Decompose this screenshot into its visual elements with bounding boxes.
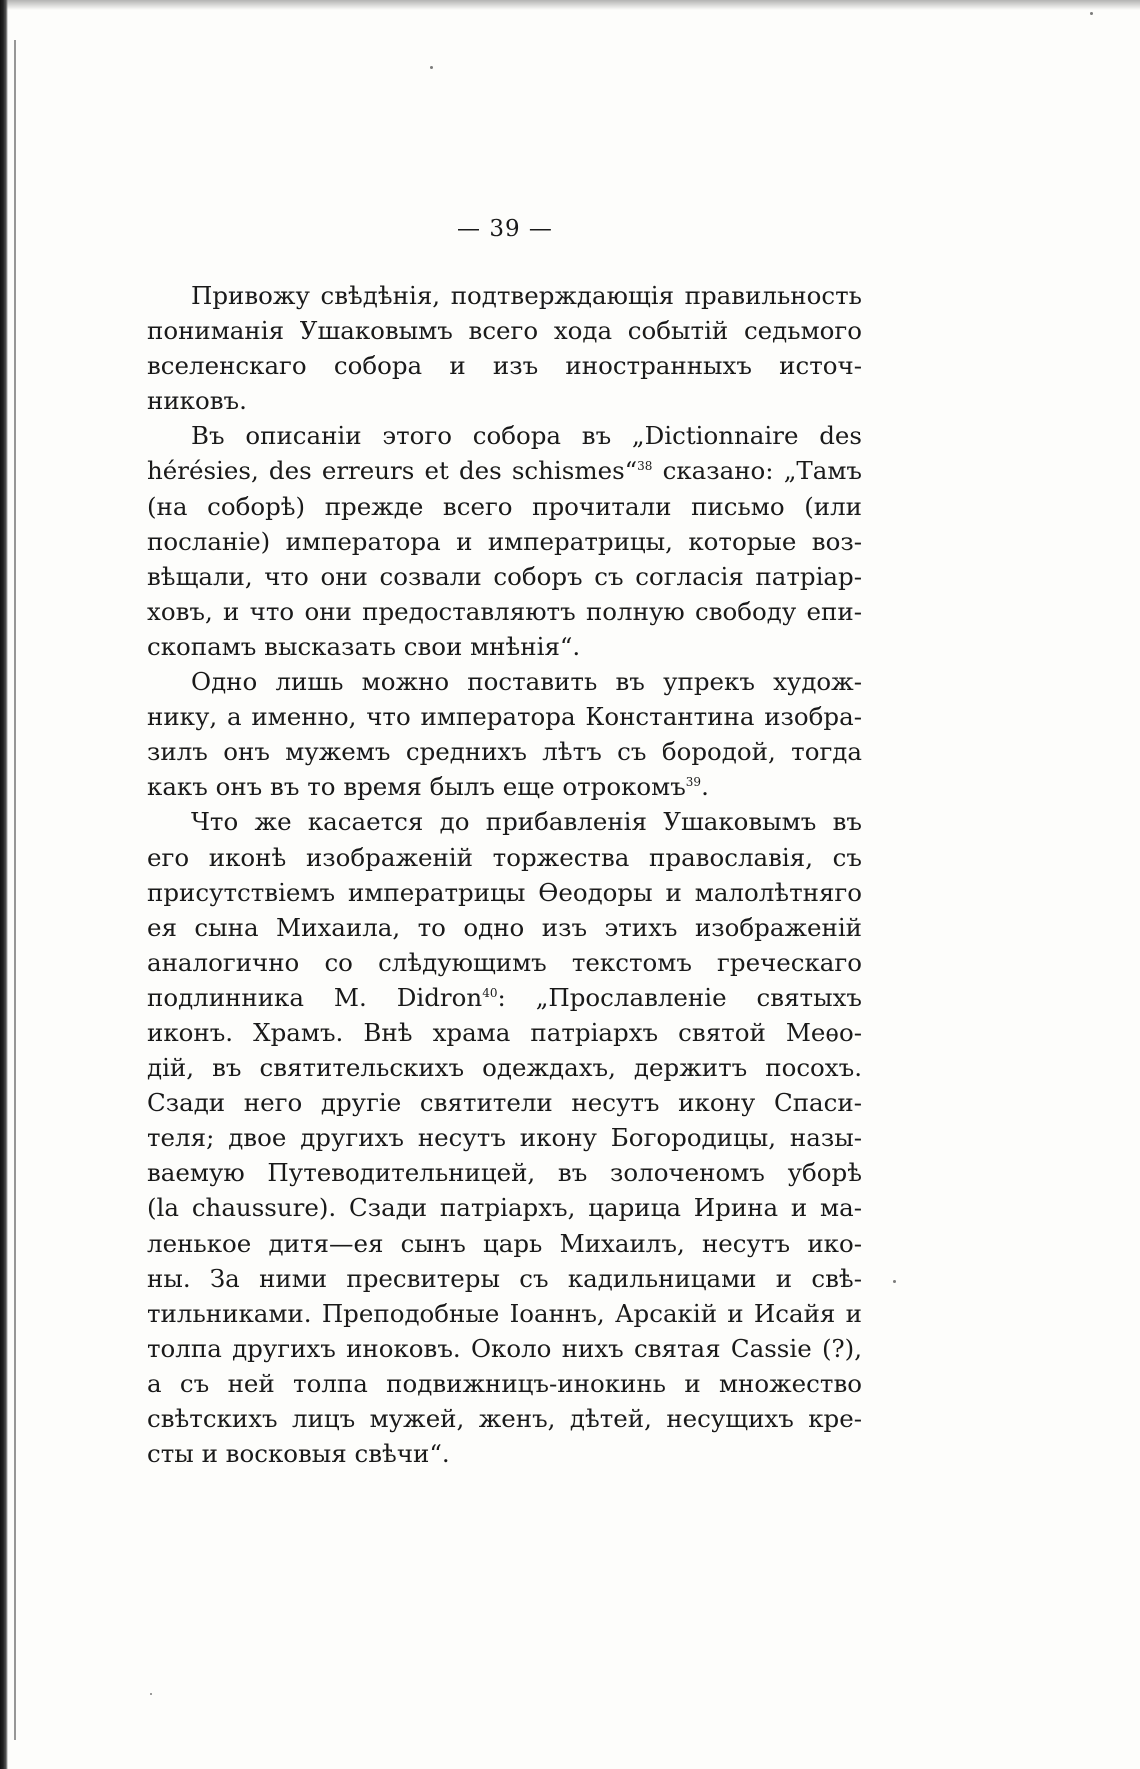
text-line-content: Въ описаніи этого собора въ „Dictionnaire des bbox=[191, 421, 862, 451]
text-line bbox=[147, 348, 862, 383]
text-line bbox=[147, 945, 862, 980]
scan-speck bbox=[150, 1693, 152, 1695]
text-line bbox=[147, 418, 862, 453]
text-line-content: присутствіемъ императрицы Ѳеодоры и малолѣтняго bbox=[147, 877, 862, 907]
text-line-content: свѣтскихъ лицъ мужей, женъ, дѣтей, несущихъ кре- bbox=[147, 1404, 862, 1433]
text-line bbox=[147, 1085, 862, 1120]
text-line bbox=[147, 1120, 862, 1155]
text-line bbox=[147, 559, 862, 594]
text-line-content: какъ онъ въ то время былъ еще отрокомъ bbox=[147, 772, 686, 802]
scan-speck bbox=[430, 66, 433, 69]
scan-speck bbox=[893, 1280, 896, 1283]
text-line-content: подлинника М. Didron bbox=[147, 982, 483, 1012]
text-line bbox=[147, 1366, 862, 1401]
text-line bbox=[147, 1296, 862, 1331]
text-line bbox=[147, 980, 862, 1015]
text-line bbox=[147, 1226, 862, 1261]
body-text bbox=[147, 278, 862, 1471]
text-line-content: (la chaussure). Сзади патріархъ, царица Ирина и ма- bbox=[147, 1193, 862, 1223]
text-line-content: аналогично со слѣдующимъ текстомъ греческаго bbox=[147, 947, 862, 977]
text-line bbox=[147, 1401, 862, 1436]
text-line-content: никовъ. bbox=[147, 386, 247, 416]
text-line-content: ленькое дитя—ея сынъ царь Михаилъ, несутъ ико- bbox=[147, 1228, 862, 1258]
text-line-content: (на соборѣ) прежде всего прочитали письмо (или bbox=[147, 491, 862, 521]
text-line-content: ея сына Михаила, то одно изъ этихъ изображеній bbox=[147, 912, 862, 942]
text-line bbox=[147, 1155, 862, 1190]
text-line bbox=[147, 1050, 862, 1085]
text-line-content: нику, а именно, что императора Константина изобра- bbox=[147, 702, 862, 732]
text-line bbox=[147, 804, 862, 839]
text-line-content: ваемую Путеводительницей, въ золоченомъ уборѣ bbox=[147, 1158, 862, 1188]
scan-binding-line bbox=[14, 40, 16, 1740]
text-line bbox=[147, 524, 862, 559]
text-line bbox=[147, 383, 862, 418]
text-line-content: толпа другихъ иноковъ. Около нихъ святая Cassie (?), bbox=[147, 1333, 862, 1363]
text-line bbox=[147, 1190, 862, 1225]
text-line bbox=[147, 278, 862, 313]
text-line-content: скопамъ высказать свои мнѣнія“. bbox=[147, 631, 581, 661]
text-line-content: вѣщали, что они созвали соборъ съ согласія патріар- bbox=[147, 561, 862, 591]
text-line-content: вселенскаго собора и изъ иностранныхъ источ- bbox=[147, 351, 862, 381]
text-line bbox=[147, 489, 862, 524]
text-line bbox=[147, 453, 862, 488]
text-line-content: сты и восковыя свѣчи“. bbox=[147, 1439, 450, 1469]
text-line-content: его иконѣ изображеній торжества православія, съ bbox=[147, 842, 862, 872]
text-line-content: пониманія Ушаковымъ всего хода событій седьмого bbox=[147, 316, 862, 346]
text-line-content: зилъ онъ мужемъ среднихъ лѣтъ съ бородой, тогда bbox=[147, 737, 862, 767]
text-line-content: иконъ. Храмъ. Внѣ храма патріархъ святой Меѳо- bbox=[147, 1017, 862, 1047]
text-line-content: Одно лишь можно поставить въ упрекъ худож- bbox=[191, 667, 862, 697]
text-line-content: тильниками. Преподобные Іоаннъ, Арсакій и Исайя и bbox=[147, 1298, 862, 1328]
text-line-content: посланіе) императора и императрицы, которые воз- bbox=[147, 526, 862, 556]
text-line bbox=[147, 734, 862, 769]
text-line-content: дій, въ святительскихъ одеждахъ, держитъ посохъ. bbox=[147, 1053, 862, 1083]
scan-top-edge bbox=[0, 0, 1140, 10]
text-line-content: Что же касается до прибавленія Ушаковымъ въ bbox=[191, 807, 862, 837]
text-line-continuation: сказано: „Тамъ bbox=[652, 456, 862, 486]
text-line-content: Сзади него другіе святители несутъ икону Спаси- bbox=[147, 1088, 862, 1118]
text-line-content: а съ ней толпа подвижницъ-инокинь и множество bbox=[147, 1368, 862, 1398]
text-line-continuation: . bbox=[701, 772, 709, 802]
text-line bbox=[147, 1015, 862, 1050]
text-line bbox=[147, 664, 862, 699]
text-line bbox=[147, 769, 862, 804]
page-number: — 39 — bbox=[457, 216, 553, 242]
text-line bbox=[147, 1436, 862, 1471]
text-line-content: Привожу свѣдѣнія, подтверждающія правильность bbox=[191, 281, 862, 310]
text-line bbox=[147, 594, 862, 629]
text-line-content: hérésies, des erreurs et des schismes“ bbox=[147, 456, 638, 486]
scan-binding-edge bbox=[0, 0, 8, 1769]
footnote-reference: 40 bbox=[482, 985, 498, 1000]
footnote-reference: 38 bbox=[637, 459, 653, 474]
footnote-reference: 39 bbox=[685, 775, 702, 790]
text-line bbox=[147, 699, 862, 734]
text-line bbox=[147, 840, 862, 875]
text-line bbox=[147, 1261, 862, 1296]
text-line-content: ховъ, и что они предоставляютъ полную свободу епи- bbox=[147, 596, 862, 626]
text-line bbox=[147, 629, 862, 664]
text-line-continuation: : „Прославленіе святыхъ bbox=[497, 982, 862, 1012]
scan-speck bbox=[1090, 12, 1093, 15]
text-line-content: теля; двое другихъ несутъ икону Богородицы, назы- bbox=[147, 1123, 862, 1153]
text-line bbox=[147, 313, 862, 348]
text-line bbox=[147, 910, 862, 945]
text-line bbox=[147, 1331, 862, 1366]
text-line bbox=[147, 875, 862, 910]
text-line-content: ны. За ними пресвитеры съ кадильницами и свѣ- bbox=[147, 1263, 862, 1293]
